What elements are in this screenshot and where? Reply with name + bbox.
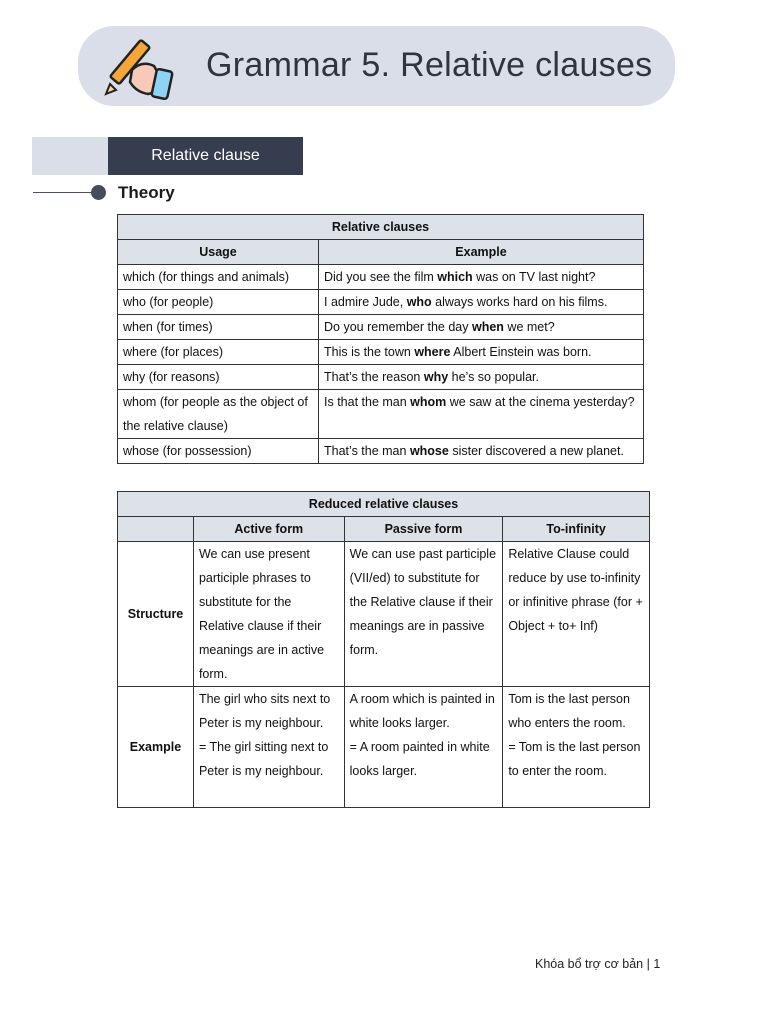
relative-pronoun: which [437, 270, 473, 284]
hand-writing-pencil-icon [102, 30, 178, 102]
usage-cell: when (for times) [118, 315, 319, 340]
usage-cell: who (for people) [118, 290, 319, 315]
title-banner [78, 26, 675, 106]
usage-cell: where (for places) [118, 340, 319, 365]
example-cell [319, 390, 644, 439]
usage-cell: which (for things and animals) [118, 265, 319, 290]
theory-line [33, 192, 95, 193]
corner-cell [118, 517, 194, 542]
example-line: Tom is the last person who enters the room. [508, 692, 630, 730]
theory-bullet-icon [91, 185, 106, 200]
example-text: we met? [503, 320, 555, 334]
example-line: = A room painted in white looks larger. [349, 740, 490, 778]
structure-to-infinity: Relative Clause could reduce by use to-infinity or infinitive phrase (for + Object + to+ Inf) [503, 542, 650, 687]
column-header-usage: Usage [118, 240, 319, 265]
example-cell [319, 365, 644, 390]
structure-passive: We can use past participle (VII/ed) to substitute for the Relative clause if their meanings are in passive form. [344, 542, 503, 687]
table-row [118, 390, 644, 439]
table-row [118, 687, 650, 808]
row-label-example: Example [118, 687, 194, 808]
relative-pronoun: why [423, 370, 449, 384]
relative-pronoun: who [406, 295, 432, 309]
column-header-active: Active form [193, 517, 344, 542]
table-row [118, 315, 644, 340]
table-row [118, 290, 644, 315]
relative-pronoun: whom [410, 395, 447, 409]
structure-active: We can use present participle phrases to substitute for the Relative clause if their meanings are in active form. [193, 542, 344, 687]
example-text: That’s the reason [324, 370, 424, 384]
example-line: = Tom is the last person to enter the room. [508, 740, 641, 778]
example-line: The girl who sits next to Peter is my neighbour. [198, 692, 331, 730]
example-text: he’s so popular. [448, 370, 539, 384]
theory-heading: Theory [118, 183, 175, 202]
row-label-structure: Structure [118, 542, 194, 687]
relative-pronoun: when [472, 320, 504, 334]
example-cell [319, 265, 644, 290]
example-cell [319, 439, 644, 464]
example-active [193, 687, 344, 808]
usage-cell: why (for reasons) [118, 365, 319, 390]
column-header-example: Example [319, 240, 644, 265]
table-row [118, 365, 644, 390]
example-line: A room which is painted in white looks larger. [349, 692, 495, 730]
table-title: Reduced relative clauses [118, 492, 650, 517]
relative-pronoun: whose [409, 444, 449, 458]
example-text: sister discovered a new planet. [448, 444, 624, 458]
table-title: Relative clauses [118, 215, 644, 240]
example-text: we saw at the cinema yesterday? [446, 395, 635, 409]
reduced-relative-clauses-table [117, 491, 650, 808]
table-row [118, 340, 644, 365]
page-title: Grammar 5. Relative clauses [206, 46, 653, 84]
relative-pronoun: where [414, 345, 451, 359]
column-header-passive: Passive form [344, 517, 503, 542]
table-row [118, 265, 644, 290]
section-strip [32, 137, 108, 175]
table-row [118, 439, 644, 464]
page-footer: Khóa bổ trợ cơ bản | 1 [535, 957, 661, 971]
usage-cell: whom (for people as the object of the relative clause) [118, 390, 319, 439]
usage-cell: whose (for possession) [118, 439, 319, 464]
example-text: Albert Einstein was born. [450, 345, 592, 359]
example-cell [319, 290, 644, 315]
example-text: always works hard on his films. [431, 295, 608, 309]
example-passive [344, 687, 503, 808]
example-text: Did you see the film [324, 270, 438, 284]
example-text: Do you remember the day [324, 320, 472, 334]
relative-clauses-table [117, 214, 644, 464]
column-header-to-infinity: To-infinity [503, 517, 650, 542]
example-cell [319, 340, 644, 365]
example-cell [319, 315, 644, 340]
table-row [118, 542, 650, 687]
example-text: That’s the man [324, 444, 410, 458]
example-text: This is the town [324, 345, 415, 359]
example-text: Is that the man [324, 395, 411, 409]
example-text: I admire Jude, [324, 295, 407, 309]
section-tab: Relative clause [108, 137, 303, 175]
example-text: was on TV last night? [472, 270, 596, 284]
example-line: = The girl sitting next to Peter is my neighbour. [198, 740, 329, 778]
example-to-infinity [503, 687, 650, 808]
